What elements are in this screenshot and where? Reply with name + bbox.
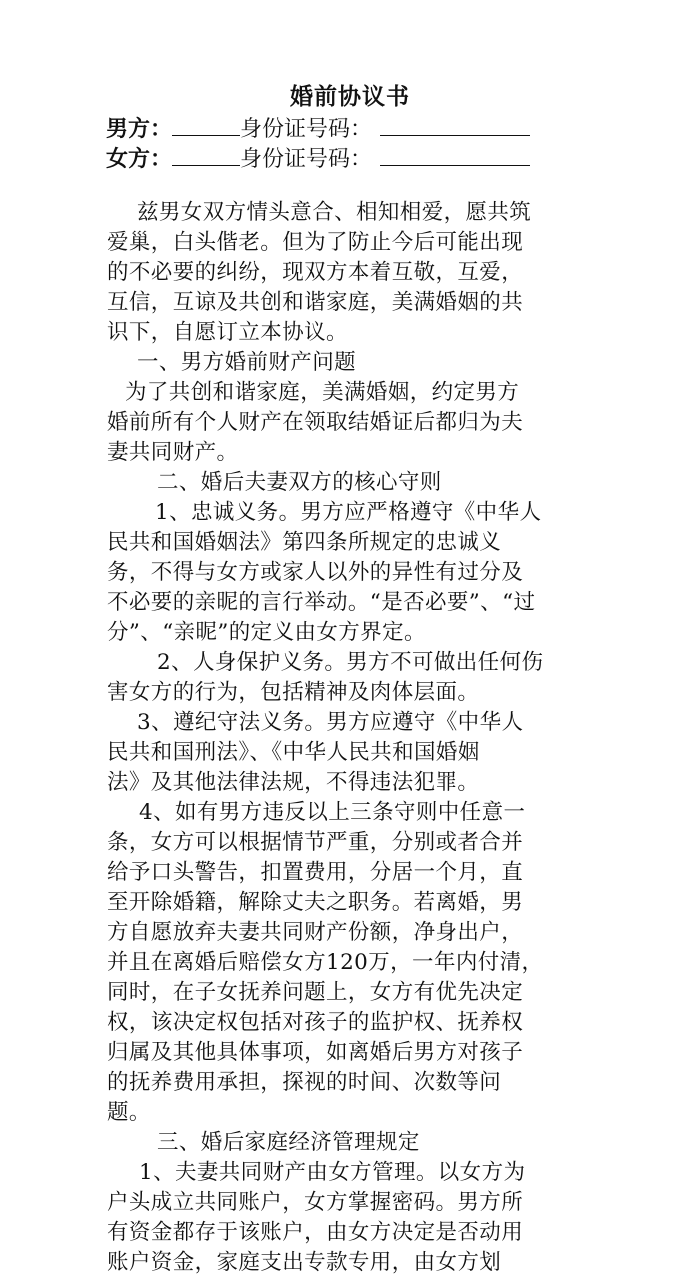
text-line: 1、夫妻共同财产由女方管理。以女方为 bbox=[139, 1160, 526, 1185]
text-line: 民共和国婚姻法》第四条所规定的忠诚义 bbox=[107, 530, 502, 555]
text-line: 给予口头警告，扣置费用，分居一个月，直 bbox=[107, 860, 524, 885]
party-role-female: 女方： bbox=[106, 147, 173, 172]
text-line: 4、如有男方违反以上三条守则中任意一 bbox=[139, 800, 526, 825]
text-line: 爱巢，白头偕老。但为了防止今后可能出现 bbox=[107, 230, 524, 255]
text-line: 三、婚后家庭经济管理规定 bbox=[157, 1130, 420, 1155]
text-line: 不必要的亲昵的言行举动。“是否必要”、“过 bbox=[107, 590, 536, 615]
text-line: 一、男方婚前财产问题 bbox=[137, 350, 357, 375]
party-line-female bbox=[106, 145, 586, 175]
text-line: 互信，互谅及共创和谐家庭，美满婚姻的共 bbox=[107, 290, 524, 315]
text-line: 权，该决定权包括对孩子的监护权、抚养权 bbox=[107, 1010, 524, 1035]
party-line-male bbox=[106, 115, 586, 145]
agreement-body bbox=[107, 198, 592, 1278]
text-line: 并且在离婚后赔偿女方120万，一年内付清， bbox=[107, 950, 544, 975]
text-line: 账户资金，家庭支出专款专用，由女方划 bbox=[107, 1250, 502, 1275]
name-blank-male bbox=[172, 115, 240, 136]
text-line: 为了共创和谐家庭，美满婚姻，约定男方 bbox=[125, 380, 520, 405]
id-label-female: 身份证号码： bbox=[240, 147, 373, 172]
party-role-male: 男方： bbox=[106, 117, 173, 142]
text-line: 至开除婚籍，解除丈夫之职务。若离婚，男 bbox=[107, 890, 524, 915]
text-line: 条，女方可以根据情节严重，分别或者合并 bbox=[107, 830, 524, 855]
text-line: 3、遵纪守法义务。男方应遵守《中华人 bbox=[137, 710, 524, 735]
document-title: 婚前协议书 bbox=[290, 84, 410, 110]
text-line: 婚前所有个人财产在领取结婚证后都归为夫 bbox=[107, 410, 524, 435]
text-line: 民共和国刑法》、《中华人民共和国婚姻 bbox=[107, 740, 480, 765]
text-line: 兹男女双方情头意合、相知相爱，愿共筑 bbox=[137, 200, 532, 225]
text-line: 户头成立共同账户，女方掌握密码。男方所 bbox=[107, 1190, 524, 1215]
text-line: 的不必要的纠纷，现双方本着互敬，互爱， bbox=[107, 260, 524, 285]
text-line: 归属及其他具体事项，如离婚后男方对孩子 bbox=[107, 1040, 524, 1065]
text-line: 同时，在子女抚养问题上，女方有优先决定 bbox=[107, 980, 524, 1005]
text-line: 二、婚后夫妻双方的核心守则 bbox=[157, 470, 442, 495]
text-line: 方自愿放弃夫妻共同财产份额，净身出户， bbox=[107, 920, 524, 945]
id-blank-female bbox=[380, 145, 530, 166]
text-line: 害女方的行为，包括精神及肉体层面。 bbox=[107, 680, 480, 705]
text-line: 务，不得与女方或家人以外的异性有过分及 bbox=[107, 560, 524, 585]
text-line: 的抚养费用承担，探视的时间、次数等问 bbox=[107, 1070, 502, 1095]
id-blank-male bbox=[380, 115, 530, 136]
text-line: 分”、“亲昵”的定义由女方界定。 bbox=[107, 620, 426, 645]
id-label-male: 身份证号码： bbox=[240, 117, 373, 142]
text-line: 妻共同财产。 bbox=[107, 440, 239, 465]
text-line: 2、人身保护义务。男方不可做出任何伤 bbox=[157, 650, 544, 675]
name-blank-female bbox=[172, 145, 240, 166]
text-line: 有资金都存于该账户，由女方决定是否动用 bbox=[107, 1220, 524, 1245]
text-line: 1、忠诚义务。男方应严格遵守《中华人 bbox=[155, 500, 542, 525]
text-line: 题。 bbox=[107, 1100, 151, 1125]
text-line: 法》及其他法律法规，不得违法犯罪。 bbox=[107, 770, 480, 795]
text-line: 识下，自愿订立本协议。 bbox=[107, 320, 348, 345]
